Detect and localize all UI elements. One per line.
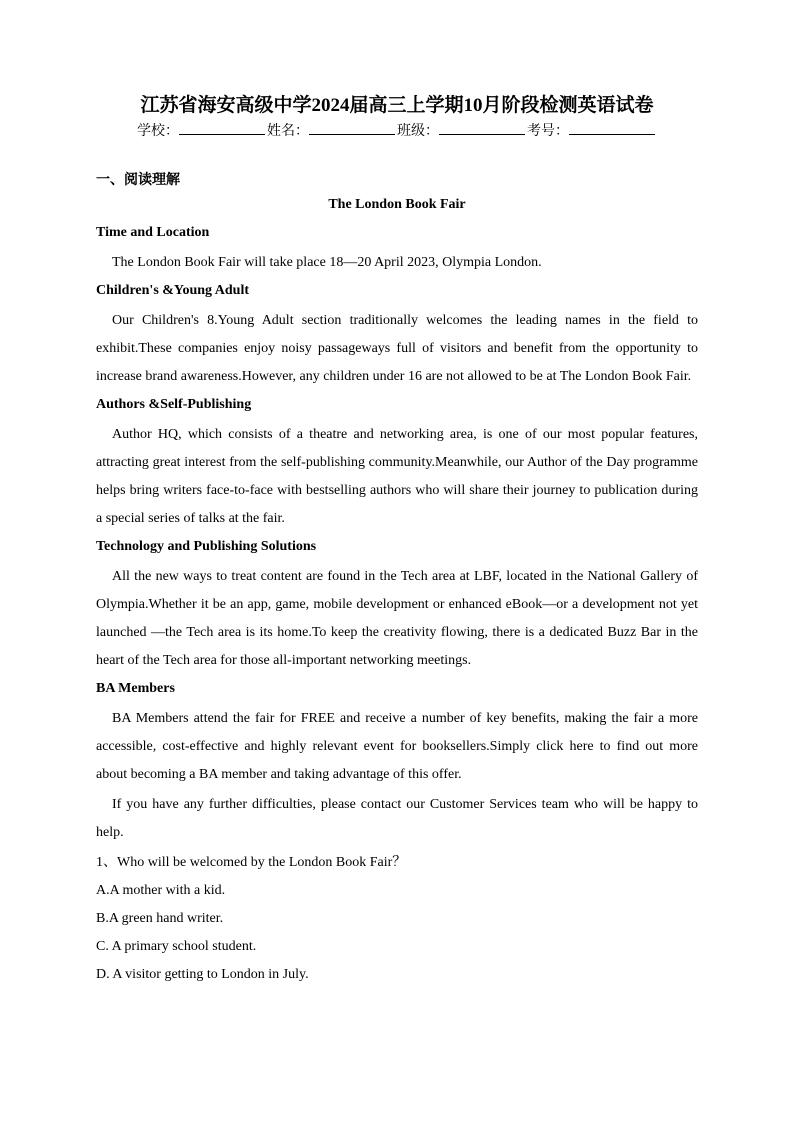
block-paragraph: If you have any further difficulties, please contact our Customer Services team who will be happy to help. — [96, 797, 698, 840]
block-heading: BA Members — [96, 681, 175, 696]
exam-title: 江苏省海安高级中学2024届高三上学期10月阶段检测英语试卷 — [140, 95, 654, 116]
exam-page — [96, 92, 698, 989]
school-label: 学校： — [137, 124, 179, 139]
question-stem: 1、Who will be welcomed by the London Book Fair？ — [96, 855, 407, 870]
article-block-ba-members — [96, 677, 698, 847]
article-block-authors-self-publishing — [96, 393, 698, 533]
class-label: 班级： — [397, 124, 439, 139]
class-blank — [439, 120, 525, 135]
class-field — [397, 120, 527, 143]
block-paragraph: The London Book Fair will take place 18—20 April 2023, Olympia London. — [112, 255, 542, 270]
name-label: 姓名： — [267, 124, 309, 139]
school-field — [137, 120, 267, 143]
exam-number-label: 考号： — [527, 124, 569, 139]
option-c: C. A primary school student. — [96, 939, 257, 954]
option-a: A.A mother with a kid. — [96, 883, 226, 898]
question-1 — [96, 849, 698, 989]
exam-number-field — [527, 120, 657, 143]
block-heading: Authors &Self-Publishing — [96, 397, 252, 412]
block-heading: Technology and Publishing Solutions — [96, 539, 317, 554]
block-heading: Time and Location — [96, 225, 210, 240]
block-paragraph: BA Members attend the fair for FREE and receive a number of key benefits, making the fair a more accessible, cost-effective and highly relevant event for booksellers.Simply click here to find out more about becoming a BA member and taking advantage of this offer. — [96, 711, 698, 782]
name-field — [267, 120, 397, 143]
section-heading: 一、阅读理解 — [96, 173, 180, 188]
block-paragraph: Author HQ, which consists of a theatre and networking area, is one of our most popular features, attracting great interest from the self-publishing community.Meanwhile, our Author of the Day programme helps bring writers face-to-face with bestselling authors who will share their journey to publication during a special series of talks at the fair. — [96, 427, 698, 526]
article-block-technology — [96, 535, 698, 675]
school-blank — [179, 120, 265, 135]
name-blank — [309, 120, 395, 135]
block-paragraph: All the new ways to treat content are found in the Tech area at LBF, located in the National Gallery of Olympia.Whether it be an app, game, mobile development or enhanced eBook—or a development not yet launched —the Tech area is its home.To keep the creativity flowing, there is a dedicated Buzz Bar in the heart of the Tech area for those all-important networking meetings. — [96, 569, 698, 668]
block-heading: Children's &Young Adult — [96, 283, 250, 298]
article-block-time-location — [96, 221, 698, 277]
block-paragraph: Our Children's 8.Young Adult section traditionally welcomes the leading names in the field to exhibit.These companies enjoy noisy passageways full of visitors and benefit from the opportunity to increase brand awareness.However, any children under 16 are not allowed to be at The London Book Fair. — [96, 313, 698, 384]
answer-options — [96, 877, 698, 989]
article-block-children-young-adult — [96, 279, 698, 391]
option-b: B.A green hand writer. — [96, 911, 224, 926]
article-title: The London Book Fair — [328, 197, 466, 212]
option-d: D. A visitor getting to London in July. — [96, 967, 309, 982]
student-info-line — [96, 120, 698, 143]
exam-number-blank — [569, 120, 655, 135]
